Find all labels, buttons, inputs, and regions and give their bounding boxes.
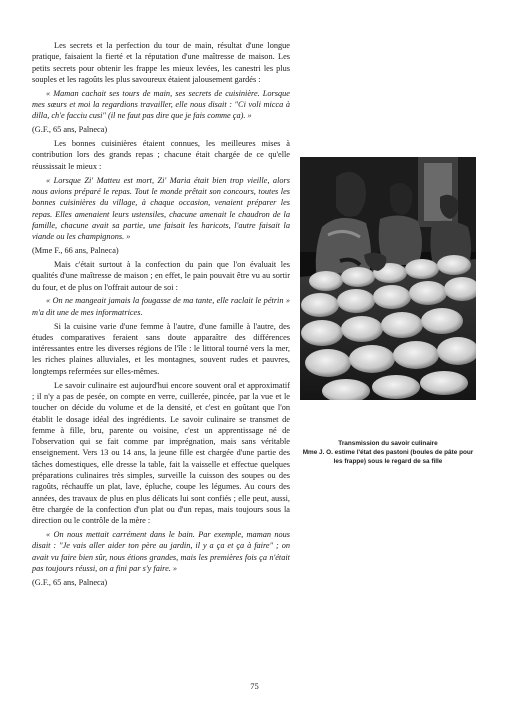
quotation: « On ne mangeait jamais la fougasse de ma tante, elle raclait le pétrin » m'a dit une de mes informatrices.: [32, 296, 290, 317]
quotation: « Maman cachait ses tours de main, ses secrets de cuisinière. Lorsque mes sœurs et moi la regardions travailler, elle nous disait : "Ci voli micca à dilla, ch'e facciu cusi" (il ne faut pas dire que je fais comme ça). »: [32, 88, 290, 121]
quotation: « Lorsque Zi' Matteu est mort, Zi' Maria était bien trop vieille, alors nous avions préparé le repas. Tout le monde prêtait son concours, toutes les bonnes cuisinières du village, à chaque occasion, venaient préparer les repas. Elles amenaient leurs ustensiles, chacune amenait le chaudron de la famille, chacune avait sa partie, une faisait les haricots, l'autre faisait la viande ou les champignons. »: [32, 175, 290, 242]
quote-source: (G.F., 65 ans, Palneca): [32, 577, 108, 587]
caption-title: Transmission du savoir culinaire: [338, 440, 438, 447]
paragraph: Mais c'était surtout à la confection du pain que l'on évaluait les qualités d'une maîtresse de maison ; en effet, le pain pouvait être vu au sortir du four, et de plus on l'offrait autour de soi :: [32, 259, 290, 292]
quote-source: (G.F., 65 ans, Palneca): [32, 125, 108, 135]
paragraph: Les secrets et la perfection du tour de main, résultat d'une longue pratique, faisaient la fierté et la réputation d'une maîtresse de maison. Les petits secrets pour obtenir les frappe les mieux levées, les canestri les plus souples et les ragoûts les plus savoureux étaient jalousement gardés :: [32, 41, 290, 84]
photo-caption: [300, 440, 476, 466]
paragraph: Les bonnes cuisinières étaient connues, les meilleures mises à contribution lors des grands repas ; chacune était chargée de ce qu'elle réussissait le mieux :: [32, 139, 290, 171]
body-text: [32, 40, 290, 591]
quote-source: (Mme F., 66 ans, Palneca): [32, 246, 119, 256]
page-number: 75: [250, 681, 259, 691]
kitchen-photo: [300, 157, 476, 400]
quotation: « On nous mettait carrément dans le bain. Par exemple, maman nous disait : "Je vais aller aider ton père au jardin, il y a ça et ça à faire" ; on avait vu faire bien sûr, nous étions grandes, mais les premières fois ça n'était pas toujours réussi, on a fini par s'y faire. »: [32, 530, 290, 573]
caption-text: Mme J. O. estime l'état des pastoni (boules de pâte pour les frappe) sous le regard de sa fille: [302, 449, 474, 465]
paragraph: Le savoir culinaire est aujourd'hui encore souvent oral et approximatif ; il n'y a pas de pesée, on compte en verre, cuillerée, pincée, par la vue et le toucher on décide du volume et de la densité, et c'est en goûtant que l'on établit le dosage idéal des ingrédients. Le savoir culinaire se transmet de femme à fille, bru, parente ou voisine, c'est un apprentissage né de l'observation qui se fait comme par imprégnation, mais sans véritable enseignement. Vers 13 ou 14 ans, la jeune fille est chargée d'une partie des tâches domestiques, elle dresse la table, fait la vaisselle et effectue quelques préparations culinaires très simples, surveille la cuisson des soupes ou des ragoûts, réchauffe un plat, lave, épluche, coupe les légumes. Au cours des années, des travaux de plus en plus délicats lui sont confiés ; elle peut, aussi, être chargée de la confection d'un plat ou d'un repas, mais toujours sous la direction ou le contrôle de la mère :: [32, 380, 290, 526]
paragraph: Si la cuisine varie d'une femme à l'autre, d'une famille à l'autre, des études comparatives feraient sans doute apparaître des différences intéressantes entre les diverses régions de l'île : le littoral tourné vers la mer, les riches plaines alluviales, et les montagnes, souvent rudes et pauvres, longtemps refermées sur elles-mêmes.: [32, 321, 290, 376]
